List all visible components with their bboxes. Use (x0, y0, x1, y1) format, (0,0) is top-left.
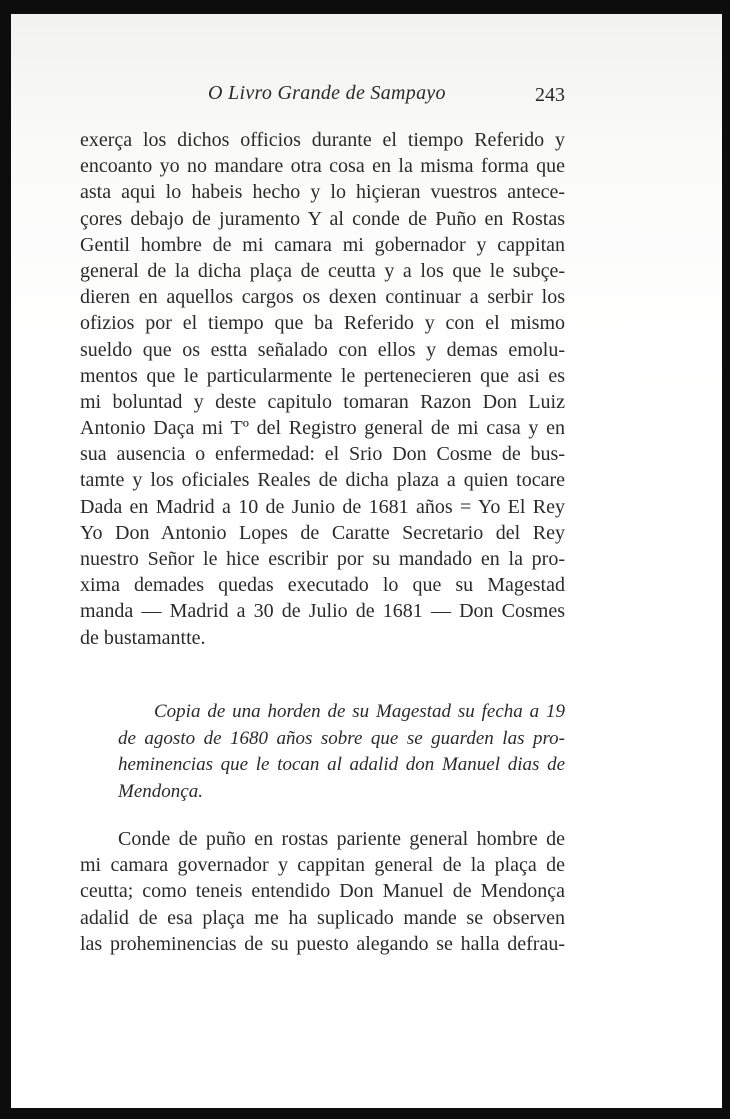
text-line: sueldo que os estta señalado con ellos y demas emolu- (80, 338, 565, 361)
text-line: ofizios por el tiempo que ba Referido y con el mismo (80, 312, 565, 335)
text-line: sua ausencia o enfermedad: el Srio Don Cosme de bus- (80, 443, 565, 466)
heading-line: Copia de una horden de su Magestad su fecha a 19 (154, 701, 565, 722)
text-line: Gentil hombre de mi camara mi gobernador y cappitan (80, 233, 565, 256)
heading-line: heminencias que le tocan al adalid don Manuel dias de (118, 754, 565, 775)
section-heading (80, 699, 565, 805)
text-line: Dada en Madrid a 10 de Junio de 1681 años = Yo El Rey (80, 495, 565, 518)
scan-border-right (722, 0, 730, 1119)
text-line: adalid de esa plaça me ha suplicado mande se observen (80, 906, 565, 929)
text-line: çores debajo de juramento Y al conde de Puño en Rostas (80, 207, 565, 230)
body-paragraph (80, 127, 565, 651)
text-line: las proheminencias de su puesto alegando se halla defrau- (80, 932, 565, 955)
text-line: Antonio Daça mi Tº del Registro general de mi casa y en (80, 417, 565, 440)
page-header (80, 82, 565, 112)
text-line: Conde de puño en rostas pariente general hombre de (118, 828, 565, 850)
heading-line: Mendonça. (118, 780, 203, 802)
text-line: Yo Don Antonio Lopes de Caratte Secretario del Rey (80, 521, 565, 544)
text-line: mentos que le particularmente le pertenecieren que asi es (80, 364, 565, 387)
text-line: encoanto yo no mandare otra cosa en la misma forma que (80, 155, 565, 178)
text-line: nuestro Señor le hice escribir por su mandado en la pro- (80, 548, 565, 570)
running-title: O Livro Grande de Sampayo (208, 82, 446, 104)
page-number: 243 (535, 84, 565, 106)
body-paragraph-2 (80, 826, 565, 957)
text-line: mi boluntad y deste capitulo tomaran Razon Don Luiz (80, 390, 565, 413)
text-line: manda — Madrid a 30 de Julio de 1681 — Don Cosmes (80, 600, 565, 623)
text-line: de bustamantte. (80, 626, 206, 649)
text-line: exerça los dichos officios durante el tiempo Referido y (80, 129, 565, 151)
scan-border-left (0, 0, 11, 1119)
heading-line: de agosto de 1680 años sobre que se guarden las pro- (118, 727, 565, 749)
scan-border-top (0, 0, 730, 14)
scan-border-bottom (0, 1108, 730, 1119)
text-line: general de la dicha plaça de ceutta y a los que le subçe- (80, 259, 565, 282)
text-line: xima demades quedas executado lo que su Magestad (80, 574, 565, 597)
text-line: mi camara governador y cappitan general de la plaça de (80, 854, 565, 877)
text-line: ceutta; como teneis entendido Don Manuel de Mendonça (80, 880, 565, 903)
text-line: tamte y los oficiales Reales de dicha plaza a quien tocare (80, 469, 565, 492)
text-line: asta aqui lo habeis hecho y lo hiçieran vuestros antece- (80, 181, 565, 204)
text-line: dieren en aquellos cargos os dexen continuar a serbir los (80, 286, 565, 309)
